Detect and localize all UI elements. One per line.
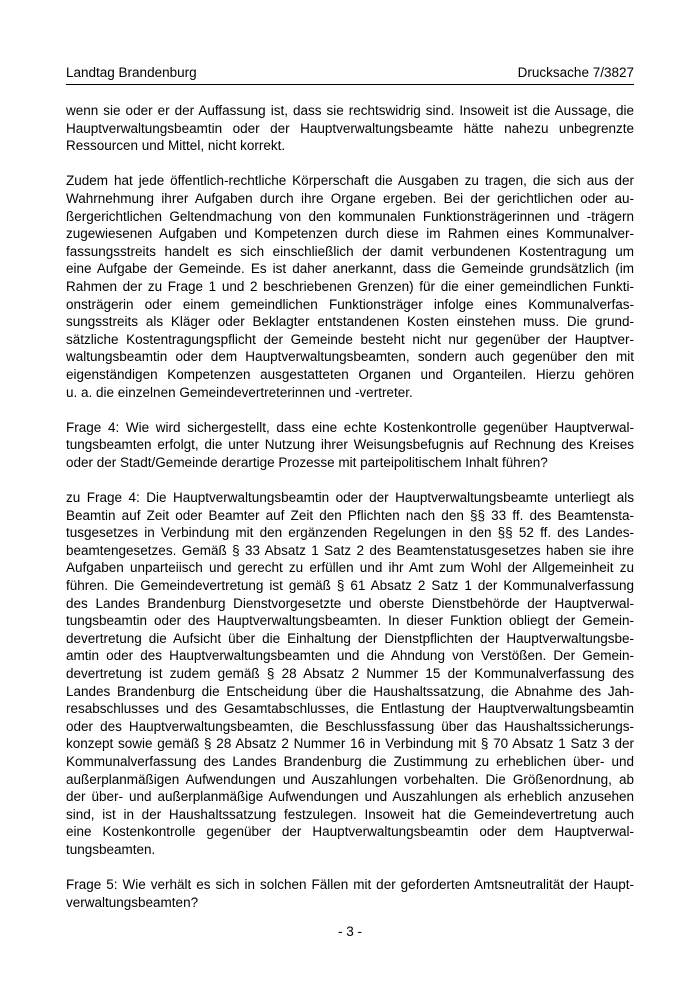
text-line: wenn sie oder er der Auffassung ist, dass sie rechtswidrig sind. Insoweit ist die Aussage, die [66,103,634,118]
text-line: resabschlusses und des Gesamtabschlusses, die Entlastung der Hauptverwaltungsbeamtin [66,701,634,717]
question-4 [66,419,634,472]
text-line: Frage 5: Wie verhält es sich in solchen Fällen mit der geforderten Amtsneutralität der Haupt- [66,877,634,893]
text-line: Ressourcen und Mittel, nicht korrekt. [66,138,286,154]
text-line: tungsbeamten erfolgt, die unter Nutzung ihrer Weisungsbefugnis auf Rechnung des Kreises [66,437,634,453]
text-line: devertretung ist zudem gemäß § 28 Absatz 2 Nummer 15 der Kommunalverfassung des [66,666,634,681]
text-line: Wahrnehmung ihrer Aufgaben durch ihre Organe ergeben. Bei der gerichtlichen oder au- [66,190,634,206]
text-line: oder des Hauptverwaltungsbeamten, die Beschlussfassung über das Haushaltssicherungs- [66,718,634,734]
text-line: eigenständigen Kompetenzen ausgestatteten Organen und Organteilen. Hierzu gehören [66,366,634,382]
text-line: Beamtin auf Zeit oder Beamter auf Zeit den Pflichten nach den §§ 33 ff. des Beamtensta- [66,507,634,523]
text-line: eine Aufgabe der Gemeinde. Es ist daher anerkannt, dass die Gemeinde grundsätzlich (im [66,261,634,277]
page-header [66,64,634,85]
answer-4 [66,489,634,858]
text-line: tungsbeamtin oder des Hauptverwaltungsbeamten. In dieser Funktion obliegt der Gemein- [66,613,634,629]
text-line: außerplanmäßigen Aufwendungen und Auszahlungen vorbehalten. Die Größenordnung, ab [66,771,634,787]
text-line: zugewiesenen Aufgaben und Kompetenzen durch diese im Rahmen eines Kommunalver- [66,226,634,242]
text-line: konzept sowie gemäß § 28 Absatz 2 Nummer 16 in Verbindung mit § 70 Absatz 1 Satz 3 der [66,736,634,752]
text-line: Kommunalverfassung des Landes Brandenburg die Zustimmung zu erheblichen über- und [66,753,634,769]
text-line: Rahmen der zu Frage 1 und 2 beschriebenen Grenzen) für die einer gemeindlichen Funkti- [66,278,634,294]
document-body [66,102,634,929]
text-line: fassungsstreits handelt es sich einschließlich der damit verbundenen Kostentragung um [66,243,634,259]
text-line: Frage 4: Wie wird sichergestellt, dass eine echte Kostenkontrolle gegenüber Hauptverwal- [66,419,634,435]
header-document-number: Drucksache 7/3827 [517,65,634,80]
text-line: sätzliche Kostentragungspflicht der Gemeinde besteht nicht nur gegenüber der Hauptver- [66,331,634,347]
paragraph-cost-bearing [66,172,634,401]
text-line: Hauptverwaltungsbeamtin oder der Hauptverwaltungsbeamte hätte nahezu unbegrenzte [66,120,634,136]
text-line: amtin oder des Hauptverwaltungsbeamten und die Ahndung von Verstößen. Der Gemein- [66,648,634,664]
text-line: sungsstreits als Kläger oder Beklagter entstandenen Kosten einstehen muss. Die grund- [66,314,634,330]
question-5 [66,876,634,911]
text-line: des Landes Brandenburg Dienstvorgesetzte und oberste Dienstbehörde der Hauptverwal- [66,595,634,611]
text-line: verwaltungsbeamten? [66,894,199,910]
text-line: führen. Die Gemeindevertretung ist gemäß § 61 Absatz 2 Satz 1 der Kommunalverfassung [66,578,634,594]
text-line: ßergerichtlichen Geltendmachung von den kommunalen Funktionsträgerinnen und -trägern [66,208,634,224]
text-line: tusgesetzes in Verbindung mit den ergänzenden Regelungen in den §§ 52 ff. des Landes- [66,525,634,541]
text-line: zu Frage 4: Die Hauptverwaltungsbeamtin oder der Hauptverwaltungsbeamte unterliegt als [66,490,634,506]
text-line: devertretung die Aufsicht über die Einhaltung der Dienstpflichten der Hauptverwaltungsbe- [66,630,634,646]
text-line: oder der Stadt/Gemeinde derartige Prozesse mit parteipolitischem Inhalt führen? [66,454,548,470]
text-line: sind, ist in der Haushaltssatzung festzulegen. Insoweit hat die Gemeindevertretung auch [66,806,634,822]
paragraph-intro [66,102,634,155]
header-institution: Landtag Brandenburg [66,65,197,80]
text-line: beamtengesetzes. Gemäß § 33 Absatz 1 Satz 2 des Beamtenstatusgesetzes haben sie ihre [66,542,634,558]
text-line: der über- und außerplanmäßige Aufwendungen und Auszahlungen als erheblich anzusehen [66,789,634,805]
text-line: tungsbeamten. [66,841,156,857]
text-line: onsträgerin oder einem gemeindlichen Funktionsträger infolge eines Kommunalverfas- [66,296,634,312]
text-line: Aufgaben unparteiisch und gerecht zu erfüllen und ihr Amt zum Wohl der Allgemeinheit zu [66,560,634,576]
text-line: Zudem hat jede öffentlich-rechtliche Körperschaft die Ausgaben zu tragen, die sich aus der [66,173,634,189]
text-line: eine Kostenkontrolle gegenüber der Hauptverwaltungsbeamtin oder dem Hauptverwal- [66,824,634,840]
text-line: u. a. die einzelnen Gemeindevertreterinnen und -vertreter. [66,384,413,400]
text-line: waltungsbeamtin oder dem Hauptverwaltungsbeamten, sondern auch gegenüber den mit [66,349,634,365]
text-line: Landes Brandenburg die Entscheidung über die Haushaltssatzung, die Abnahme des Jah- [66,683,634,699]
page-number: - 3 - [337,924,362,939]
